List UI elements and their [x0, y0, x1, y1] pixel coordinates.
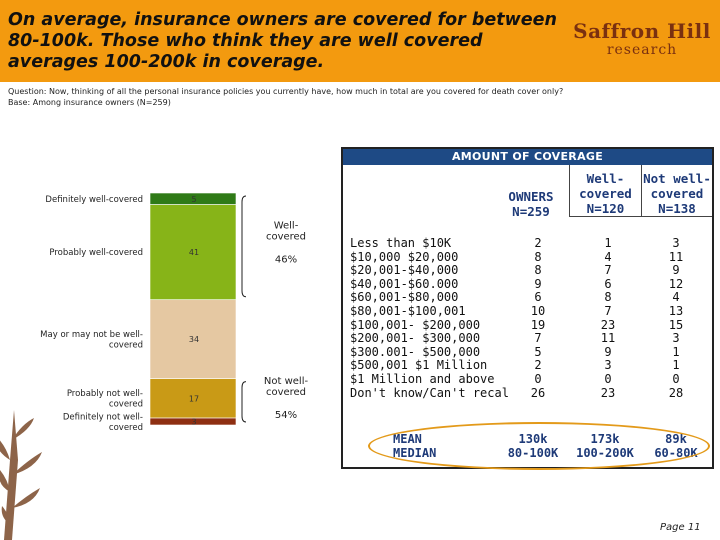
base-line: Base: Among insurance owners (N=259) [8, 97, 171, 107]
question-line: Question: Now, thinking of all the personal insurance policies you currently have, how much in total are you covered for death cover only? [8, 87, 564, 96]
cell-well-covered: 1 [604, 236, 612, 250]
col-header-notwell-line2: covered [650, 186, 704, 201]
group-bracket [242, 382, 246, 422]
row-label: $60,001-$80,000 [350, 290, 459, 305]
row-label: $100,001- $200,000 [350, 317, 481, 332]
highlight-oval [368, 422, 710, 470]
mean-owners: 130k [518, 432, 548, 446]
group-label: Well- [273, 220, 299, 232]
median-label: MEDIAN [393, 446, 437, 460]
category-label: May or may not be well- [40, 329, 143, 340]
cell-not-well-covered: 9 [672, 263, 680, 278]
col-header-not-well-covered [642, 171, 712, 216]
cell-owners: 2 [534, 236, 542, 250]
cell-well-covered: 7 [604, 263, 612, 278]
category-label: covered [108, 399, 143, 410]
cell-not-well-covered: 28 [668, 385, 684, 400]
logo-name: Saffron Hill [573, 19, 711, 43]
logo-subtitle: research [606, 42, 678, 58]
median-not-well: 60-80K [654, 446, 698, 460]
cell-well-covered: 4 [604, 249, 612, 264]
category-label: covered [108, 422, 143, 433]
cell-owners: 10 [530, 303, 546, 318]
col-header-notwell-line1: Not well- [643, 171, 711, 186]
group-percent: 46% [274, 254, 298, 266]
cell-not-well-covered: 15 [668, 317, 684, 332]
cell-not-well-covered: 13 [668, 303, 684, 318]
cell-not-well-covered: 1 [672, 358, 680, 373]
group-label: covered [265, 386, 307, 398]
category-label: Probably well-covered [49, 248, 143, 259]
category-label: Definitely not well- [62, 412, 143, 423]
mean-well: 173k [590, 432, 620, 446]
row-label: $80,001-$100,001 [350, 303, 466, 318]
col-header-notwell-base: N=138 [658, 201, 696, 216]
col-header-well-base: N=120 [586, 201, 625, 216]
group-percent: 54% [274, 409, 298, 421]
category-label: covered [108, 340, 143, 351]
row-label: $40,001-$60.000 [350, 276, 459, 291]
cell-well-covered: 8 [604, 290, 612, 305]
page-number: Page 11 [660, 522, 701, 533]
header-banner [0, 0, 720, 82]
col-header-well-line2: covered [579, 186, 632, 201]
bar-value-label: 17 [188, 394, 200, 404]
coverage-table [341, 147, 714, 469]
title-line-3: averages 100-200k in coverage. [8, 52, 325, 72]
cell-well-covered: 23 [600, 385, 616, 400]
cell-well-covered: 0 [604, 371, 612, 386]
cell-well-covered: 6 [604, 276, 612, 291]
bar-value-label: 5 [191, 194, 197, 204]
title-line-1: On average, insurance owners are covered for between [8, 10, 557, 30]
cell-not-well-covered: 3 [672, 236, 680, 250]
row-label: Less than $10K [350, 236, 452, 250]
category-label: Definitely well-covered [45, 194, 143, 205]
cell-owners: 2 [534, 358, 542, 373]
row-label: $1 Million and above [350, 371, 495, 386]
row-label: Don't know/Can't recal [350, 385, 509, 400]
col-header-well-line1: Well- [586, 171, 625, 186]
bar-value-label: 34 [188, 335, 200, 345]
row-label: $300.001- $500,000 [350, 344, 481, 359]
cell-well-covered: 3 [604, 358, 612, 373]
row-label: $500,001 $1 Million [350, 358, 488, 373]
cell-not-well-covered: 0 [672, 371, 680, 386]
page-title [8, 10, 568, 73]
mean-not-well: 89k [665, 432, 687, 446]
median-owners: 80-100K [507, 446, 559, 460]
cell-well-covered: 9 [604, 344, 612, 359]
cell-well-covered: 7 [604, 303, 612, 318]
bar-value-label: 41 [188, 248, 200, 258]
cell-not-well-covered: 12 [668, 276, 684, 291]
cell-owners: 26 [530, 385, 546, 400]
cell-owners: 8 [534, 249, 542, 264]
cell-well-covered: 23 [600, 317, 616, 332]
cell-owners: 19 [530, 317, 546, 332]
cell-owners: 7 [534, 331, 542, 346]
col-header-owners-line: OWNERS [508, 189, 554, 204]
cell-not-well-covered: 3 [672, 331, 680, 346]
group-label: covered [265, 231, 307, 243]
bar-value-label: 3 [191, 417, 197, 427]
cell-owners: 6 [534, 290, 542, 305]
group-label: Not well- [263, 375, 309, 387]
median-well: 100-200K [576, 446, 634, 460]
group-bracket [242, 196, 246, 297]
cell-owners: 0 [534, 371, 542, 386]
cell-well-covered: 11 [600, 331, 616, 346]
col-header-owners [493, 189, 569, 219]
cell-not-well-covered: 11 [668, 249, 684, 264]
cell-not-well-covered: 4 [672, 290, 680, 305]
table-heading: AMOUNT OF COVERAGE [343, 149, 712, 165]
cell-not-well-covered: 1 [672, 344, 680, 359]
header-underline [569, 216, 712, 217]
mean-label: MEAN [393, 432, 422, 446]
cell-owners: 9 [534, 276, 542, 291]
category-label: Probably not well- [66, 389, 143, 400]
title-line-2: 80-100k. Those who think they are well covered [8, 31, 483, 51]
question-text [8, 87, 708, 108]
row-label: $10,000 $20,000 [350, 249, 459, 264]
row-label: $200,001- $300,000 [350, 331, 481, 346]
col-header-well-covered [570, 171, 641, 216]
row-label: $20,001-$40,000 [350, 263, 459, 278]
cell-owners: 5 [534, 344, 542, 359]
cell-owners: 8 [534, 263, 542, 278]
leaf-decoration-icon [0, 380, 60, 540]
col-header-owners-base: N=259 [512, 204, 550, 219]
